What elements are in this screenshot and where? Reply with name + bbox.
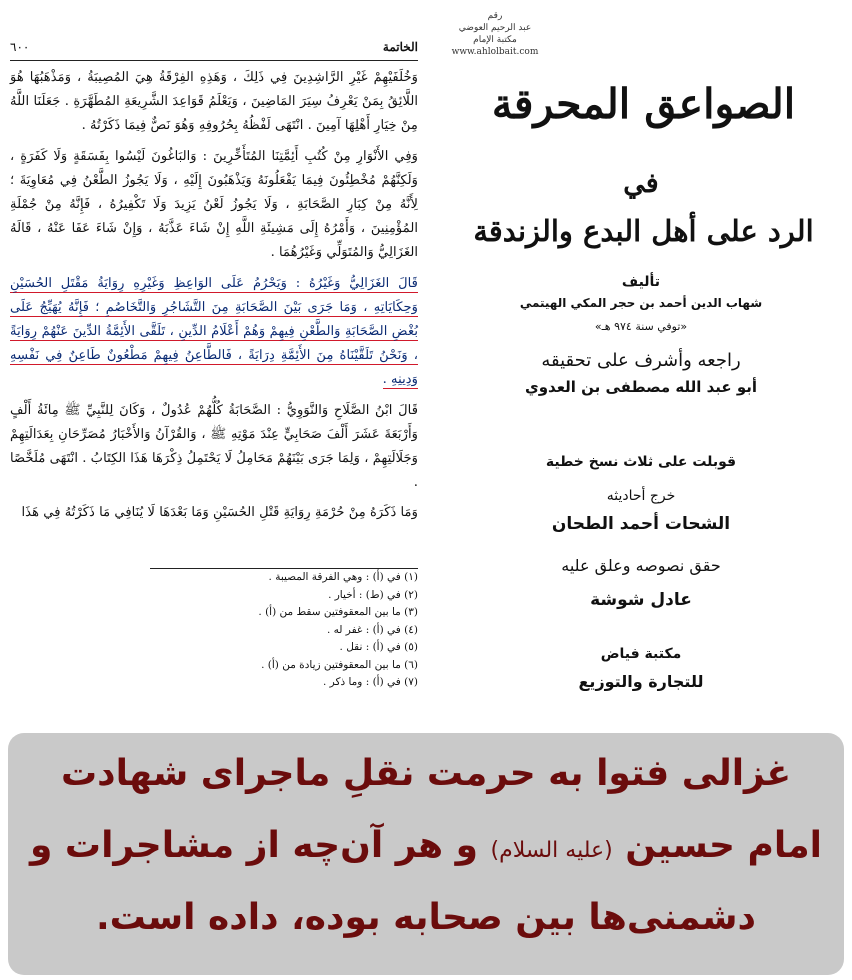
hadith-by: الشحات أحمد الطحان — [551, 514, 731, 534]
book-subtitle: الرد على أهل البدع والزندقة — [473, 214, 814, 248]
caption-line-3: دشمنی‌ها بین صحابه بوده، داده است. — [95, 897, 757, 938]
footnote: (٣) ما بين المعقوفتين سقط من (أ) . — [258, 606, 418, 618]
highlighted-text: قَالَ الغَزَالِيُّ وَغَيْرُهُ : وَيَحْرُمُ عَلَى الوَاعِظِ وَغَيْرِهِ رِوَايَةُ مَقْتَلِ الحُسَيْنِ وَحِكَايَاتِهِ ، وَمَا جَرَى بَيْنَ الصَّحَابَةِ مِنَ التَّشَاجُرِ وَالتَّخَاصُمِ ؛ فَإِنَّهُ يُهَيِّجُ عَلَى بُغْضِ الصَّحَابَةِ وَالطَّعْنِ فِيهِمْ وَهُمْ أَعْلَامُ الدِّينِ ، تَلَقَّى الأَئِمَّةُ الدِّينَ عَنْهُمْ رِوَايَةً ، وَنَحْنُ تَلَقَّيْنَاهُ مِنَ الأَئِمَّةِ دِرَايَةً ، فَالطَّاعِنُ فِيهِمْ مَطْعُونٌ طَاعِنٌ فِي نَفْسِهِ وَدِينِهِ . — [10, 275, 418, 388]
footnotes — [150, 568, 418, 692]
paragraph-5: وَمَا ذَكَرَهُ مِنْ حُرْمَةِ رِوَايَةِ قَتْلِ الحُسَيْنِ وَمَا بَعْدَهَا لَا يُنَافِي مَا ذَكَرْتُهُ فِي هَذَا — [21, 505, 418, 521]
paragraph-4: قَالَ ابْنُ الصَّلَاحِ وَالنَّوَوِيُّ : الصَّحَابَةُ كُلُّهُمْ عُدُولٌ ، وَكَانَ لِلنَّبِيِّ ﷺ مِائَةُ أَلْفٍ وَأَرْبَعَةَ عَشَرَ أَلْفَ صَحَابِيٍّ عِنْدَ مَوْتِهِ ﷺ ، وَالقُرْآنُ وَالأَخْبَارُ مُصَرِّحَانِ بِعَدَالَتِهِمْ وَجَلَالَتِهِمْ ، وَلِمَا جَرَى بَيْنَهُمْ مَحَامِلُ لَا يَحْتَمِلُ ذِكْرَهَا هَذَا الكِتَابُ . انْتَهَى مُلَخَّصًا . — [10, 402, 418, 491]
stamp-line: رقم — [487, 11, 503, 21]
book-cover — [430, 0, 852, 730]
library-stamp — [435, 10, 555, 58]
death-date: «توفي سنة ٩٧٤ هـ» — [594, 320, 688, 333]
paragraph-2: وَفِي الأَنْوَارِ مِنْ كُتُبِ أَئِمَّتِنَا المُتَأَخِّرِينَ : وَالبَاغُونَ لَيْسُوا بِفَسَقَةٍ وَلَا كَفَرَةٍ ، وَلَكِنَّهُمْ مُخْطِئُونَ فِيمَا يَفْعَلُونَهُ وَيَذْهَبُونَ إِلَيْهِ ، وَلَا يَجُوزُ الطَّعْنُ فِي مُعَاوِيَةَ ؛ لِأَنَّهُ مِنْ كِبَارِ الصَّحَابَةِ ، وَلَا يَجُوزُ لَعْنُ يَزِيدَ وَلَا تَكْفِيرُهُ ، فَإِنَّهُ مِنْ جُمْلَةِ المُؤْمِنِينَ ، وَأَمْرُهُ إِلَى مَشِيئَةِ اللَّهِ إِنْ شَاءَ عَذَّبَهُ ، وَإِنْ شَاءَ عَفَا عَنْهُ ، قَالَهُ الغَزَالِيُّ وَالمُتَوَلِّي وَغَيْرُهُمَا . — [10, 148, 418, 261]
hadith-label: خرج أحاديثه — [606, 488, 676, 504]
publisher-name: مكتبة فياض — [600, 646, 682, 662]
footnote: (٥) في (أ) : نقل . — [339, 641, 418, 653]
running-title: الخاتمة — [382, 40, 418, 54]
author-name: شهاب الدين أحمد بن حجر المكي الهيتمي — [519, 296, 763, 310]
book-page — [0, 0, 428, 730]
authored-label: تأليف — [621, 274, 661, 290]
highlighted-paragraph — [10, 272, 418, 393]
footnote: (٧) في (أ) : وما ذكر . — [323, 676, 418, 688]
footnote: (٤) في (أ) : غفر له . — [326, 623, 418, 636]
caption-line-2-end: و هر آن‌چه از مشاجرات و — [29, 825, 478, 866]
footnote: (٦) ما بين المعقوفتين زيادة من (أ) . — [261, 658, 418, 671]
revised-label: راجعه وأشرف على تحقيقه — [541, 350, 741, 371]
page-number: ٦٠٠ — [10, 40, 30, 54]
collated-label: قوبلت على ثلاث نسخ خطية — [545, 454, 737, 470]
annotated-label: حقق نصوصه وعلق عليه — [561, 556, 721, 575]
publisher-tagline: للتجارة والتوزيع — [578, 672, 704, 691]
running-head — [10, 40, 418, 61]
title-preposition: في — [623, 168, 659, 199]
stamp-line: عبد الرحيم العوضي — [458, 23, 532, 33]
book-title: الصواعق المحرقة — [491, 80, 796, 128]
caption-honorific: (علیه السلام) — [490, 838, 613, 863]
footnote: (٢) في (ط) : أخيار . — [328, 588, 418, 601]
caption-line-2-start: امام حسین — [625, 825, 822, 866]
footnote: (١) في (أ) : وهي الفرقة المصيبة . — [268, 571, 418, 583]
stamp-line: مكتبة الإمام — [473, 35, 517, 45]
stamp-line: www.ahlolbait.com — [451, 47, 539, 57]
annotator-name: عادل شوشة — [590, 590, 692, 610]
caption-line-2 — [18, 825, 834, 866]
caption-line-1: غزالی فتوا به حرمت نقلِ ماجرای شهادت — [60, 753, 792, 794]
reviser-name: أبو عبد الله مصطفى بن العدوي — [524, 378, 758, 396]
paragraph-1: وَخُلَفَيْهِمْ غَيْرِ الرَّاشِدِينَ فِي ذَلِكَ ، وَهَذِهِ الفِرْقَةُ هِيَ المُصِيبَةُ ، وَمَذْهَبُهَا هُوَ اللَّائِقُ بِمَنْ يَعْرِفُ سِيَرَ المَاضِينَ ، وَيَعْلَمُ قَوَاعِدَ الشَّرِيعَةِ المُطَهَّرَةِ . جَعَلَنَا اللَّهُ مِنْ خِيَارِ أَهْلِهَا آمِينَ . انْتَهَى لَفْظُهُ بِحُرُوفِهِ وَهُوَ نَصٌّ فِيمَا ذَكَرْتُهُ . — [10, 70, 418, 134]
caption-banner — [8, 733, 844, 975]
body-text — [10, 66, 418, 532]
